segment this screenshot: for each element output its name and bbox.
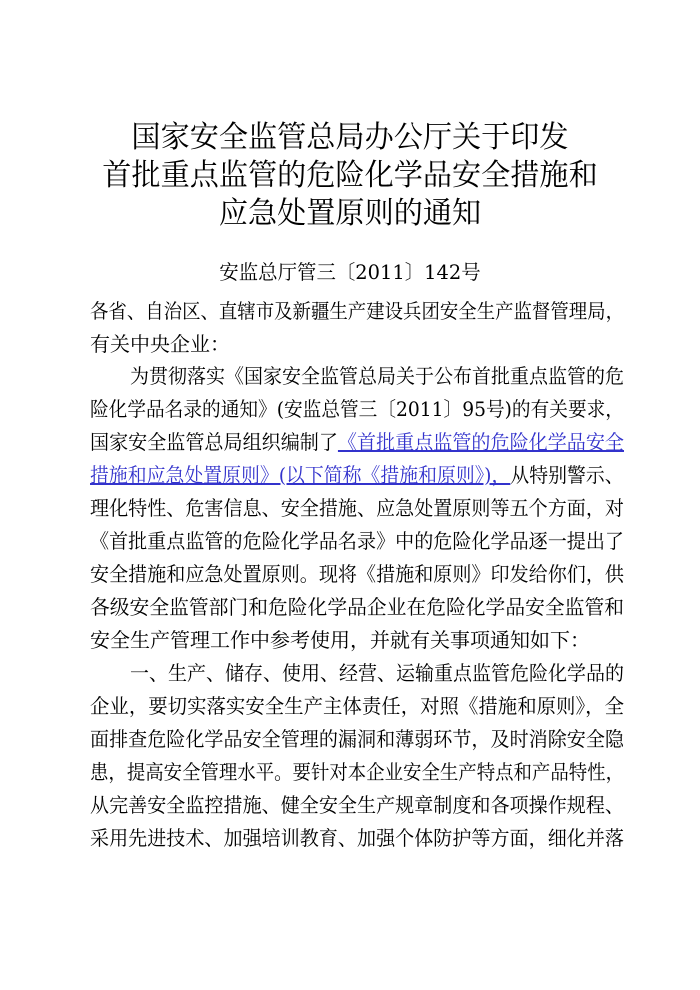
paragraph1-line-4 <box>90 460 624 490</box>
paragraph1-line-3 <box>90 427 624 457</box>
document-title-line-2: 首批重点监管的危险化学品安全措施和 <box>102 158 598 193</box>
addressee-line-1: 各省、自治区、直辖市及新疆生产建设兵团安全生产监督管理局， <box>90 299 624 323</box>
paragraph2-line-5: 从完善安全监控措施、健全安全生产规章制度和各项操作规程、 <box>90 793 624 817</box>
paragraph2-line-3: 面排查危险化学品安全管理的漏洞和薄弱环节，及时消除安全隐 <box>90 727 624 751</box>
paragraph1-line-3-prefix: 国家安全监管总局组织编制了 <box>90 430 338 454</box>
paragraph2-line-2: 企业，要切实落实安全生产主体责任，对照《措施和原则》，全 <box>90 694 624 718</box>
paragraph1-line-8: 各级安全监管部门和危险化学品企业在危险化学品安全监管和 <box>90 595 624 619</box>
paragraph1-line-5: 理化特性、危害信息、安全措施、应急处置原则等五个方面，对 <box>90 496 624 520</box>
measures-principles-link-part-1[interactable]: 《首批重点监管的危险化学品安全 <box>337 430 624 454</box>
addressee-line-2: 有关中央企业： <box>90 332 230 356</box>
paragraph1-line-7: 安全措施和应急处置原则。现将《措施和原则》印发给你们，供 <box>90 562 624 586</box>
paragraph2-line-1: 一、生产、储存、使用、经营、运输重点监管危险化学品的 <box>130 661 624 685</box>
paragraph2-line-4: 患，提高安全管理水平。要针对本企业安全生产特点和产品特性， <box>90 760 624 784</box>
paragraph1-line-1: 为贯彻落实《国家安全监管总局关于公布首批重点监管的危 <box>130 364 624 388</box>
paragraph1-line-6: 《首批重点监管的危险化学品名录》中的危险化学品逐一提出了 <box>90 529 624 553</box>
paragraph1-line-9: 安全生产管理工作中参考使用，并就有关事项通知如下： <box>90 628 590 652</box>
document-title-line-3: 应急处置原则的通知 <box>218 196 482 231</box>
document-title-line-1: 国家安全监管总局办公厅关于印发 <box>131 120 569 155</box>
paragraph2-line-6: 采用先进技术、加强培训教育、加强个体防护等方面，细化并落 <box>90 826 624 850</box>
paragraph1-line-4-suffix: 从特别警示、 <box>510 463 624 487</box>
measures-principles-link-part-2[interactable]: 措施和应急处置原则》(以下简称《措施和原则》)， <box>90 463 511 487</box>
paragraph1-line-2: 险化学品名录的通知》(安监总管三〔2011〕95号)的有关要求， <box>90 397 624 421</box>
document-number: 安监总厅管三〔2011〕142号 <box>219 260 481 284</box>
